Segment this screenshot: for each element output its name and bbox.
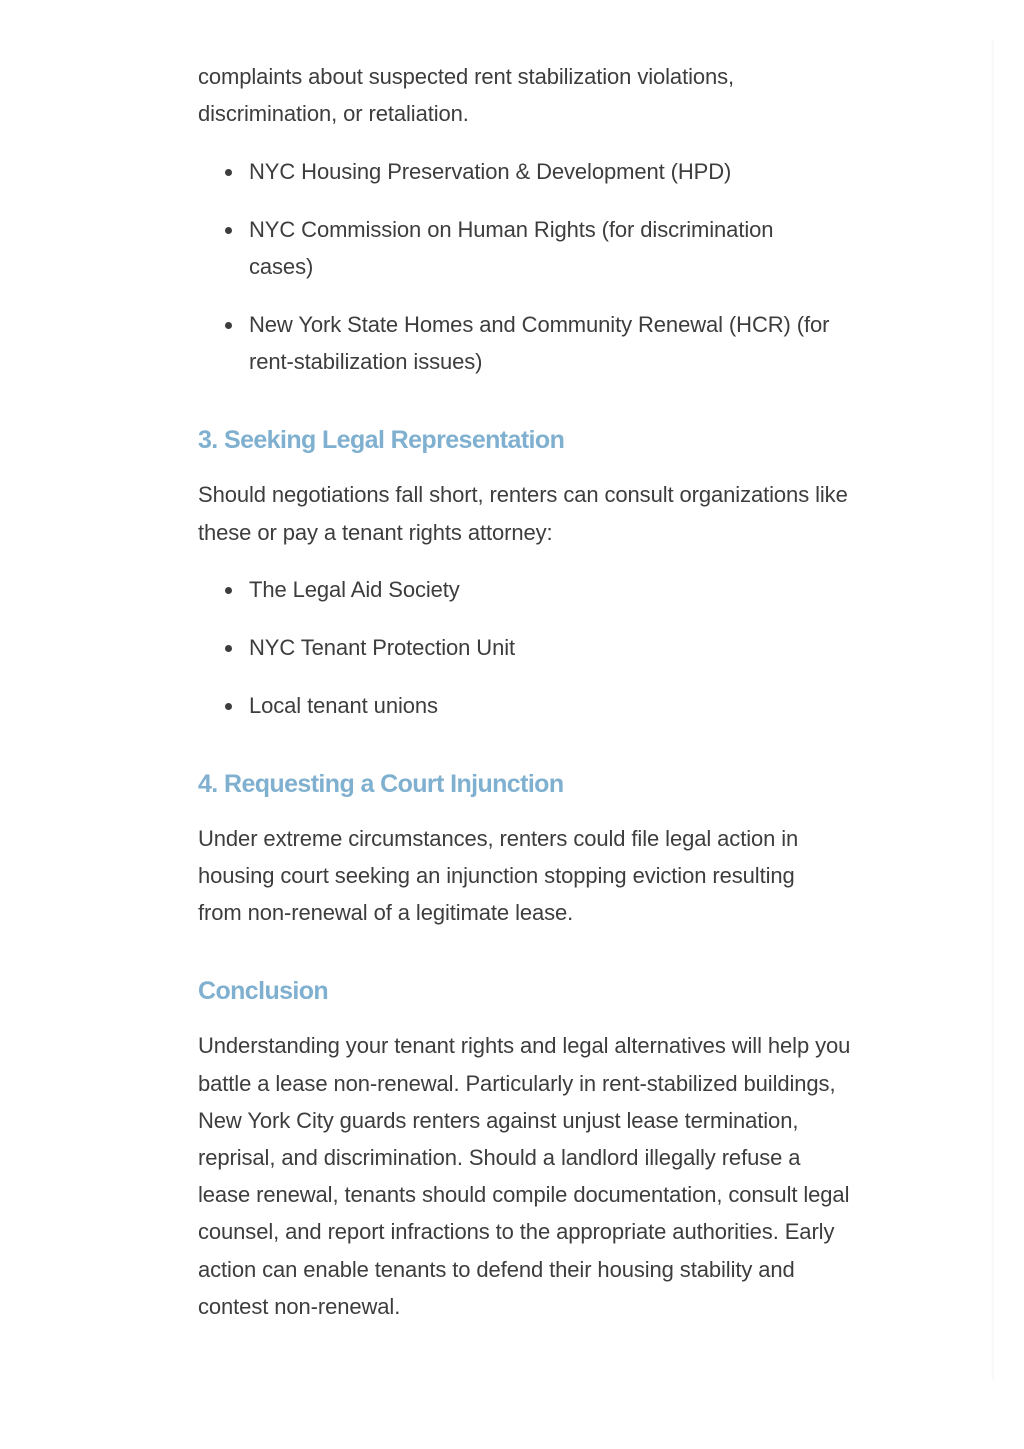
list-item <box>198 571 854 608</box>
list-item-text: NYC Tenant Protection Unit <box>249 634 516 660</box>
list-item-text: The Legal Aid Society <box>249 576 460 602</box>
list-item-text: NYC Housing Preservation & Development (HPD) <box>249 159 732 185</box>
list-item <box>198 211 854 285</box>
bullet-dot <box>225 169 232 176</box>
list-item-text: New York State Homes and Community Renewal (HCR) (for rent-stabilization issues) <box>249 312 830 375</box>
list-item <box>198 687 854 724</box>
list-item <box>198 306 854 380</box>
bullet-dot <box>225 645 232 652</box>
article-body <box>198 58 854 1325</box>
bullet-dot <box>225 227 232 234</box>
section-heading-legal-representation: 3. Seeking Legal Representation <box>198 426 565 455</box>
bullet-dot <box>225 703 232 710</box>
conclusion-paragraph: Understanding your tenant rights and legal alternatives will help you battle a lease non-renewal. Particularly in rent-stabilized buildings, New York City guards renters against unjust lease termination, reprisal, and discrimination. Should a landlord illegally refuse a lease renewal, tenants should compile documentation, consult legal counsel, and report infractions to the appropriate authorities. Early action can enable tenants to defend their housing stability and contest non-renewal. <box>198 1033 851 1319</box>
intro-paragraph: complaints about suspected rent stabilization violations, discrimination, or retaliation. <box>198 64 735 127</box>
section-heading-court-injunction: 4. Requesting a Court Injunction <box>198 769 564 798</box>
list-item-text: NYC Commission on Human Rights (for discrimination cases) <box>249 217 774 280</box>
list-item-text: Local tenant unions <box>249 692 438 718</box>
organization-list <box>198 571 854 724</box>
bullet-dot <box>225 322 232 329</box>
section-heading-conclusion: Conclusion <box>198 977 329 1006</box>
section-paragraph: Under extreme circumstances, renters could file legal action in housing court seeking an injunction stopping eviction resulting from non-renewal of a legitimate lease. <box>198 825 799 926</box>
section-paragraph: Should negotiations fall short, renters can consult organizations like these or pay a tenant rights attorney: <box>198 482 848 545</box>
page-edge-shadow <box>991 40 994 1380</box>
agency-list <box>198 153 854 380</box>
bullet-dot <box>225 587 232 594</box>
list-item <box>198 629 854 666</box>
list-item <box>198 153 854 190</box>
